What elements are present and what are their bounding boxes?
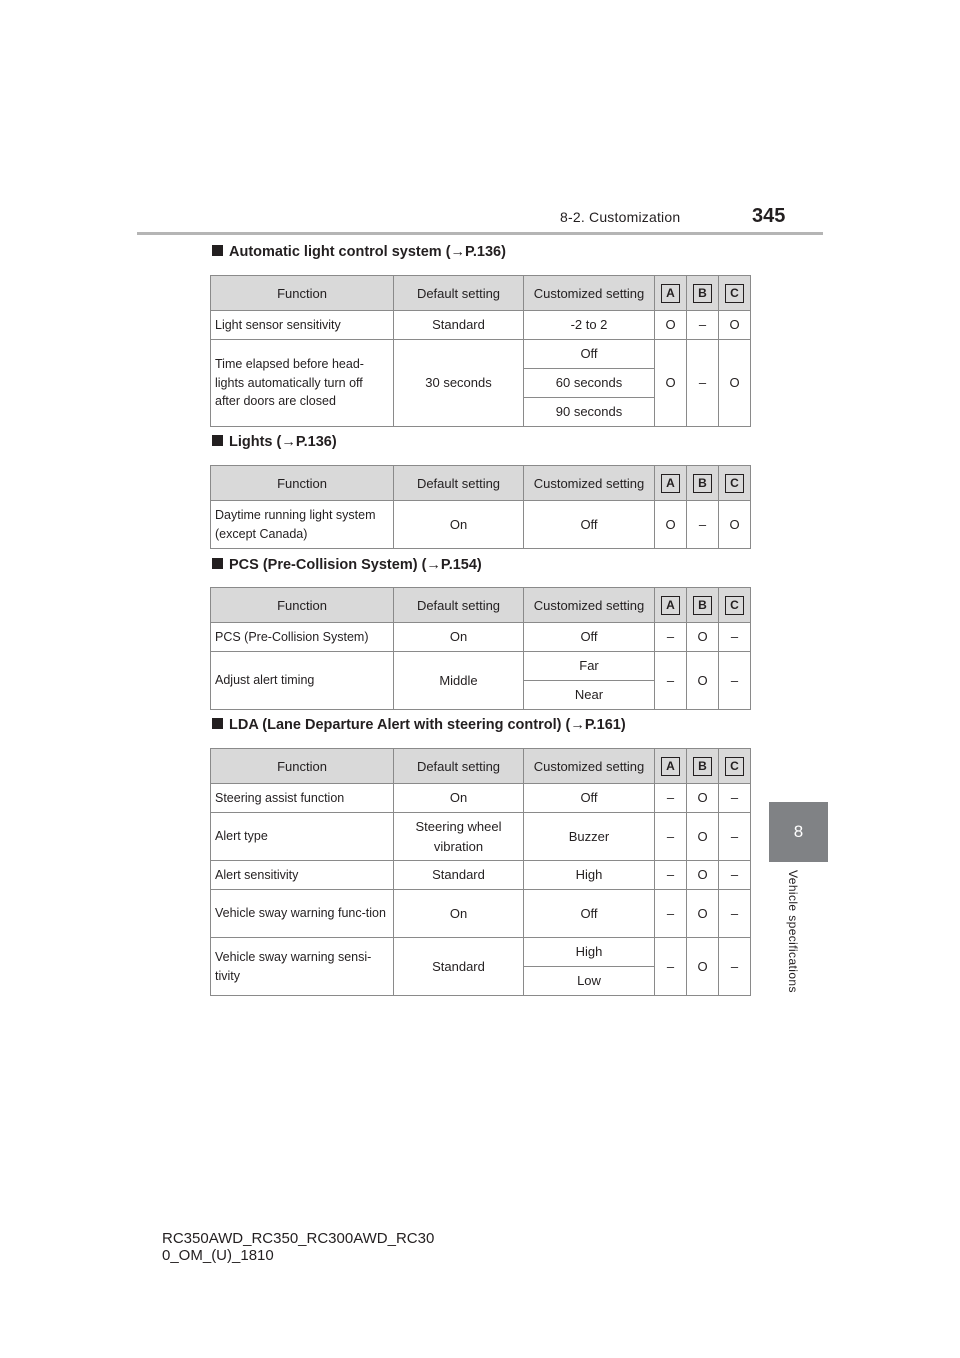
page-number: 345 <box>752 205 786 227</box>
col-customized: Customized setting <box>524 276 655 311</box>
table-header-row: Function Default setting Customized setting A B C <box>211 588 751 623</box>
table-subrow: 60 seconds <box>211 369 751 398</box>
table-header-row <box>211 276 751 311</box>
col-function: Function <box>211 276 394 311</box>
section-title: LDA (Lane Departure Alert with steering control) (→P.161) <box>212 717 626 733</box>
col-c: C <box>719 276 751 311</box>
table-header-row: Function Default setting Customized setting A B C <box>211 466 751 501</box>
settings-table <box>210 465 751 549</box>
col-b: B <box>687 276 719 311</box>
square-bullet-icon <box>212 245 223 256</box>
table-row: Time elapsed before head-lights automatically turn off after doors are closed 30 seconds Off O – O <box>211 340 751 369</box>
chapter-title: Vehicle specifications <box>786 870 800 993</box>
table-subrow: Low <box>211 967 751 996</box>
table-row: Alert type Steering wheel vibration Buzzer – O – <box>211 813 751 861</box>
page-header <box>560 205 790 231</box>
table-subrow: Near <box>211 681 751 710</box>
col-a: A <box>655 276 687 311</box>
square-bullet-icon <box>212 435 223 446</box>
settings-table <box>210 748 751 996</box>
section-title: PCS (Pre-Collision System) (→P.154) <box>212 557 482 573</box>
section-title: Automatic light control system (→P.136) <box>212 244 506 260</box>
table-subrow: 90 seconds <box>211 398 751 427</box>
table-row: PCS (Pre-Collision System) On Off – O – <box>211 623 751 652</box>
table-row: Daytime running light system (except Canada) On Off O – O <box>211 501 751 549</box>
header-rule <box>137 232 823 235</box>
chapter-tab[interactable]: 8 <box>769 802 828 862</box>
settings-table <box>210 275 751 427</box>
col-default: Default setting <box>394 276 524 311</box>
settings-table <box>210 587 751 710</box>
table-row: Vehicle sway warning func-tion On Off – O – <box>211 890 751 938</box>
table-row: Adjust alert timing Middle Far – O – <box>211 652 751 681</box>
document-code: RC350AWD_RC350_RC300AWD_RC30 0_OM_(U)_1810 <box>162 1230 435 1264</box>
square-bullet-icon <box>212 718 223 729</box>
table-row: Alert sensitivity Standard High – O – <box>211 861 751 890</box>
table-header-row: Function Default setting Customized setting A B C <box>211 749 751 784</box>
table-row: Steering assist function On Off – O – <box>211 784 751 813</box>
section-name: 8-2. Customization <box>560 209 681 225</box>
table-row: Light sensor sensitivity Standard -2 to 2 O – O <box>211 311 751 340</box>
table-row: Vehicle sway warning sensi-tivity Standard High – O – <box>211 938 751 967</box>
square-bullet-icon <box>212 558 223 569</box>
section-title: Lights (→P.136) <box>212 434 337 450</box>
